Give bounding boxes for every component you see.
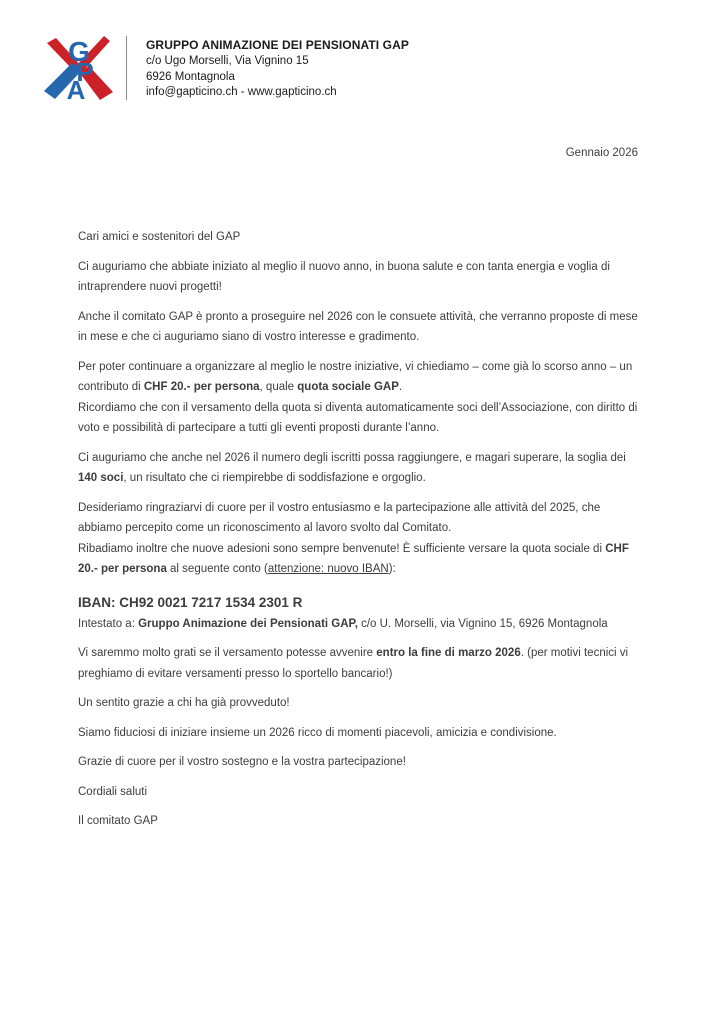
para-grazie	[78, 752, 645, 773]
text-run: Gruppo Animazione dei Pensionati GAP,	[138, 617, 358, 630]
text-run: entro la fine di marzo 2026	[376, 647, 521, 659]
org-address-line-2: 6926 Montagnola	[146, 70, 235, 83]
text-run: c/o U. Morselli, via Vignino 15, 6926 Montagnola	[357, 617, 608, 630]
text-run: , un risultato che ci riempirebbe di soddisfazione e orgoglio.	[123, 472, 426, 484]
text-run: Siamo fiduciosi di iniziare insieme un 2026 ricco di momenti piacevoli, amicizia e condivisione.	[78, 726, 557, 739]
text-run: Intestato a:	[78, 617, 139, 630]
org-name: GRUPPO ANIMAZIONE DEI PENSIONATI GAP	[146, 38, 409, 52]
text-run: Un sentito grazie a chi ha già provveduto!	[78, 697, 290, 709]
text-run: Ci auguriamo che abbiate iniziato al meglio il nuovo anno, in buona salute e con tanta energia e voglia di intraprendere nuovi progetti!	[78, 260, 610, 293]
text-run: al seguente conto (	[166, 563, 268, 575]
org-address-line-1: c/o Ugo Morselli, Via Vignino 15	[146, 55, 309, 68]
letter-body	[78, 227, 645, 841]
text-run: Ci auguriamo che anche nel 2026 il numero degli iscritti possa raggiungere, e magari superare, la soglia dei	[78, 451, 626, 464]
letterhead	[44, 36, 409, 100]
text-run: Per poter continuare a organizzare al meglio le nostre iniziative, vi chiediamo – come già lo scorso anno – un contributo di	[78, 360, 633, 393]
signature	[78, 811, 645, 832]
text-run: quota sociale GAP	[297, 381, 399, 393]
logo-letter-a: A	[66, 75, 86, 100]
logo-letter-g: G	[68, 36, 90, 67]
para-contributo	[78, 357, 645, 398]
closing-salute	[78, 782, 645, 803]
para-comitato	[78, 307, 645, 348]
text-run: Grazie di cuore per il vostro sostegno e la vostra partecipazione!	[78, 756, 406, 768]
text-run: Il comitato GAP	[78, 815, 158, 827]
text-run: attenzione: nuovo IBAN	[267, 563, 389, 575]
text-run: CHF 20.- per persona	[143, 381, 260, 393]
text-run: CHF 20.- per persona	[78, 542, 629, 575]
para-adesioni	[78, 539, 645, 580]
text-run: Vi saremmo molto grati se il versamento potesse avvenire	[78, 647, 377, 659]
text-run: Ribadiamo inoltre che nuove adesioni sono sempre benvenute! È sufficiente versare la quota sociale di	[78, 542, 606, 555]
para-provveduto	[78, 693, 645, 714]
iban-line	[78, 589, 645, 614]
para-soci	[78, 448, 645, 489]
logo-letter-p: P	[76, 57, 94, 87]
org-block	[146, 36, 409, 100]
gap-logo-svg	[44, 36, 114, 100]
org-contact-line: info@gapticino.ch - www.gapticino.ch	[146, 85, 337, 98]
text-run: Ricordiamo che con il versamento della quota si diventa automaticamente soci dell’Associazione, con diritto di voto e possibilità di partecipare a tutti gli eventi proposti durante l’anno.	[78, 401, 638, 434]
text-run: . (per motivi tecnici vi preghiamo di evitare versamenti presso lo sportello bancario!)	[78, 647, 629, 680]
para-fiduciosi	[78, 723, 645, 744]
text-run: Desideriamo ringraziarvi di cuore per il vostro entusiasmo e la partecipazione alle attività del 2025, che abbiamo percepito come un riconoscimento al lavoro svolto dal Comitato.	[78, 501, 601, 534]
text-run: IBAN: CH92 0021 7217 1534 2301 R	[78, 594, 303, 610]
salutation	[78, 227, 645, 248]
text-run: Cordiali saluti	[78, 785, 148, 798]
text-run: 140 soci	[78, 472, 124, 484]
text-run: Cari amici e sostenitori del GAP	[78, 231, 241, 243]
text-run: , quale	[259, 381, 298, 393]
intestato-line	[78, 614, 645, 635]
text-run: ):	[388, 563, 396, 575]
text-run: .	[398, 381, 403, 393]
text-run: Anche il comitato GAP è pronto a proseguire nel 2026 con le consuete attività, che verranno proposte di mese in mese e che ci auguriamo siano di vostro interesse e gradimento.	[78, 310, 638, 343]
letter-date: Gennaio 2026	[565, 147, 638, 159]
para-ringraziamento	[78, 498, 645, 539]
para-auguri	[78, 257, 645, 298]
letterhead-divider	[126, 36, 127, 100]
gap-logo-icon	[44, 36, 114, 100]
para-scadenza	[78, 643, 645, 684]
para-ricordiamo	[78, 398, 645, 439]
